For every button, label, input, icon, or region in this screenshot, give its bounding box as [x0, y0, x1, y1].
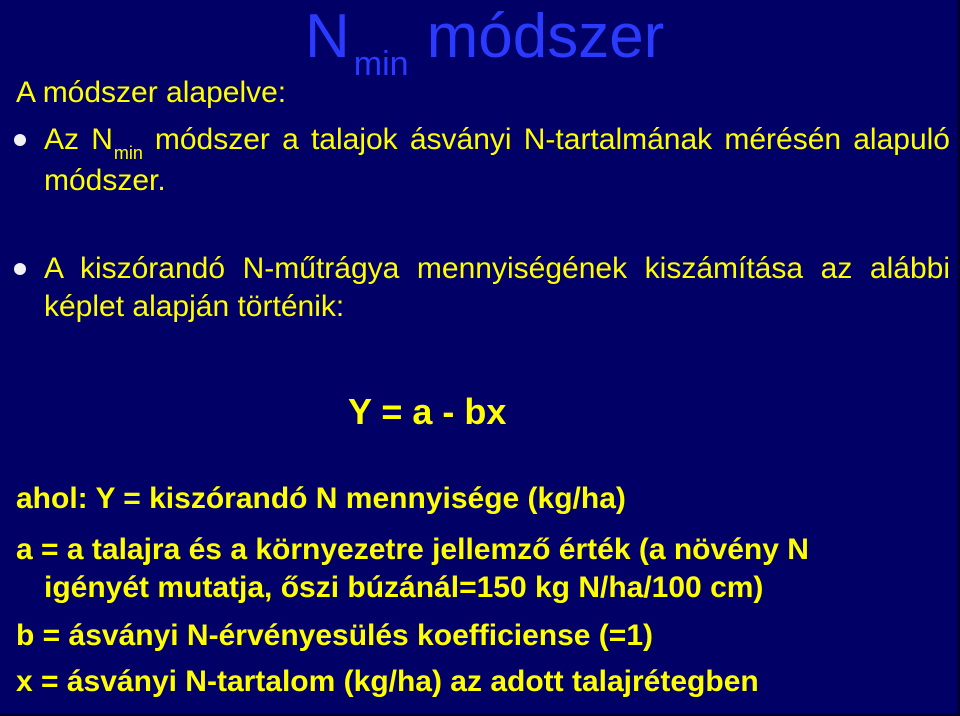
- definition-a: [16, 531, 950, 607]
- title-rest: módszer: [426, 2, 665, 71]
- definition-a-line-2: igényét mutatja, őszi búzánál=150 kg N/ha/100 cm): [44, 571, 764, 604]
- bullet-item-1: [44, 121, 950, 200]
- bullet-1-text: módszer a talajok ásványi N-tartalmának mérésén alapuló módszer.: [44, 123, 950, 197]
- definition-b: b = ásványi N-érvényesülés koefficiense (=1): [16, 619, 653, 652]
- definition-a-line-1: a = a talajra és a környezetre jellemző érték (a növény N: [16, 533, 809, 566]
- section-heading: A módszer alapelve:: [16, 76, 287, 109]
- formula: Y = a - bx: [348, 391, 507, 432]
- bullet-1-prefix: Az N: [44, 123, 113, 156]
- title-main: N: [305, 2, 350, 71]
- bullet-icon: [14, 263, 26, 275]
- title-subscript: min: [353, 45, 409, 83]
- definition-x: x = ásványi N-tartalom (kg/ha) az adott talajrétegben: [16, 665, 759, 698]
- definition-y: ahol: Y = kiszórandó N mennyisége (kg/ha): [16, 482, 626, 515]
- bullet-1-subscript: min: [113, 143, 143, 163]
- slide-title: [305, 0, 664, 83]
- bullet-icon: [14, 134, 26, 146]
- bullet-item-2: A kiszórandó N-műtrágya mennyiségének kiszámítása az alábbi képlet alapján történik:: [44, 252, 950, 323]
